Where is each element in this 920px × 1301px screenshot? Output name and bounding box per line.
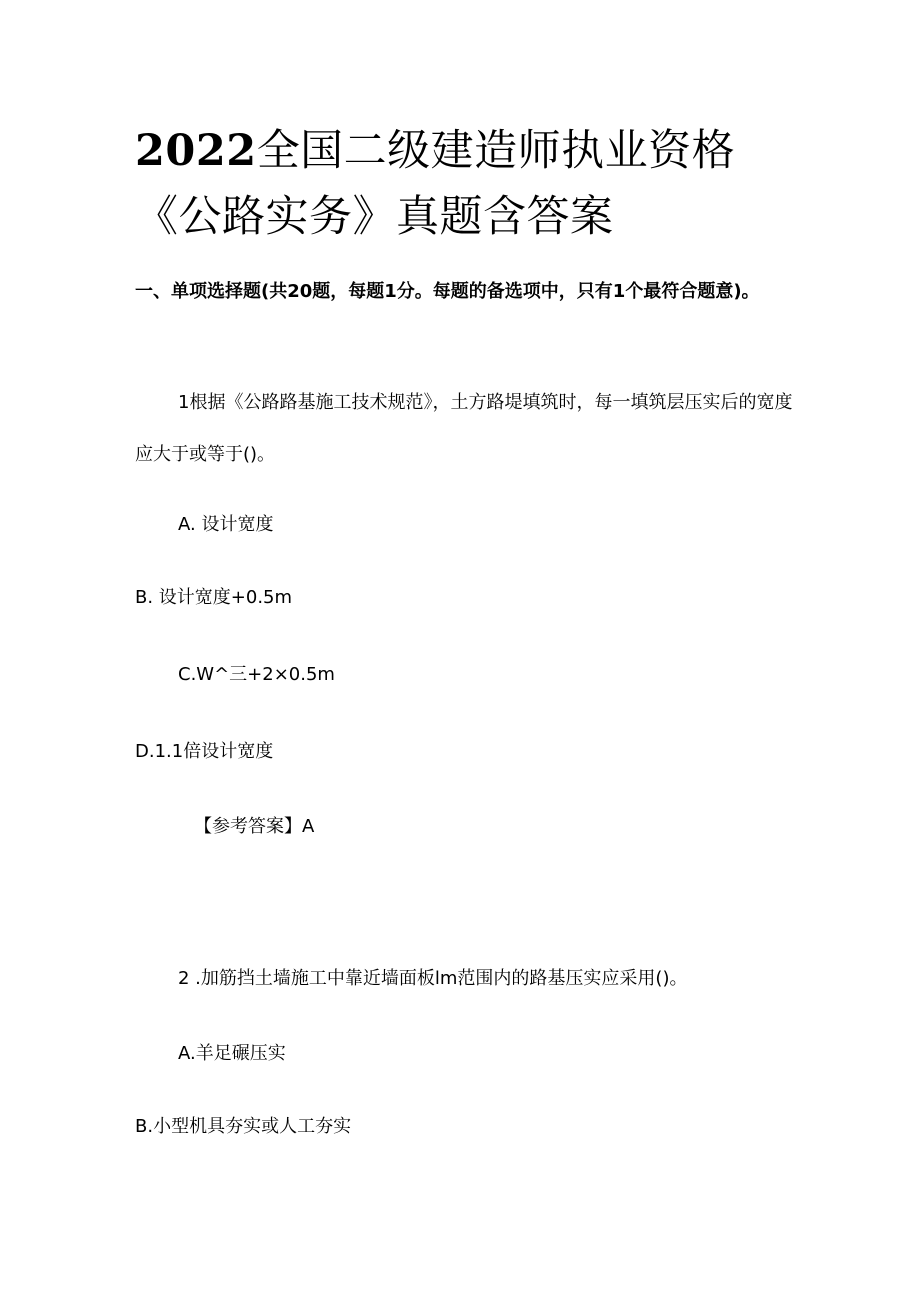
question-2-stem: 2 .加筋挡土墙施工中靠近墙面板lm范围内的路基压实应采用()。 [178,968,688,989]
question-2-option-a: A.羊足碾压实 [178,1043,286,1064]
section-heading: 一、单项选择题(共20题，每题1分。每题的备选项中，只有1个最符合题意)。 [135,281,760,302]
question-1-stem: 1根据《公路路基施工技术规范》，土方路堤填筑时，每一填筑层压实后的宽度应大于或等于()。 [135,392,793,465]
question-1-option-b: B. 设计宽度+0.5m [135,587,293,608]
document-title [135,118,795,250]
question-2-option-b: B.小型机具夯实或人工夯实 [135,1116,352,1137]
title-year: 2022 [135,126,257,176]
question-1-answer: 【参考答案】A [194,816,315,837]
question-1-option-d: D.1.1倍设计宽度 [135,741,274,762]
title-text: 全国二级建造师执业资格《公路实务》真题含答案 [135,126,736,242]
question-1-option-a: A. 设计宽度 [178,514,274,535]
question-1-option-c: C.W^三+2×0.5m [178,664,335,685]
